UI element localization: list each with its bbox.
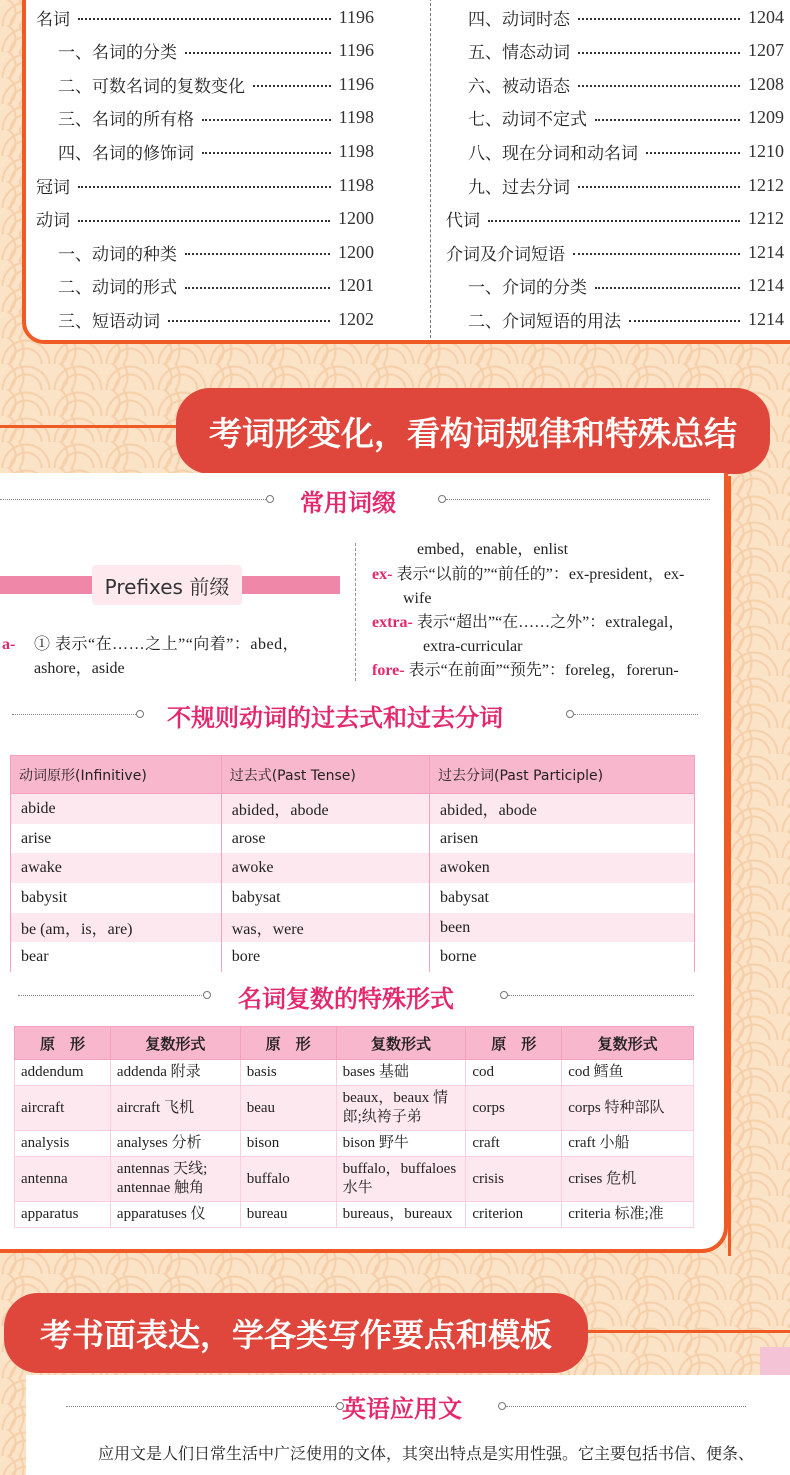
toc-entry <box>36 170 374 200</box>
toc-leader-dots <box>573 253 740 255</box>
column-header: 原 形 <box>15 1027 111 1060</box>
table-cell: basis <box>240 1060 336 1086</box>
toc-entry-title: 六、被动语态 <box>468 76 570 97</box>
table-cell: antenna <box>15 1157 111 1202</box>
prefix-ex-key: ex- <box>372 566 393 583</box>
toc-entry <box>58 36 374 66</box>
title-rule-right <box>506 1406 746 1407</box>
table-cell: been <box>430 913 695 943</box>
table-cell: babysat <box>430 883 695 913</box>
irregular-verbs-table <box>10 755 695 972</box>
toc-entry-title: 四、动词时态 <box>468 9 570 30</box>
toc-leader-dots <box>578 186 740 188</box>
applied-writing-paragraph: 应用文是人们日常生活中广泛使用的文体，其突出特点是实用性强。它主要包括书信、便条、 <box>98 1446 755 1463</box>
toc-entry <box>468 170 784 200</box>
table-cell: buffalo <box>240 1157 336 1202</box>
toc-entry <box>58 136 374 166</box>
noun-plurals-table <box>14 1026 694 1228</box>
table-cell: beaux，beaux 情郎;纨袴子弟 <box>336 1086 466 1131</box>
title-rule-right <box>508 995 694 996</box>
toc-leader-dots <box>78 18 331 20</box>
affix-column-divider <box>355 543 356 681</box>
table-cell: abided，abode <box>430 794 695 824</box>
column-header: 复数形式 <box>110 1027 240 1060</box>
table-cell: antennas 天线; antennae 触角 <box>110 1157 240 1202</box>
toc-entry-title: 代词 <box>446 211 480 232</box>
toc-entry <box>468 271 784 301</box>
prefix-extra-line1: 表示“超出”“在……之外”：extralegal， <box>412 614 685 631</box>
toc-entry-page: 1200 <box>338 208 374 229</box>
toc-leader-dots <box>595 119 740 121</box>
toc-entry <box>446 237 784 267</box>
title-rule-dot <box>266 495 274 503</box>
title-rule-left <box>12 714 138 715</box>
toc-entry-title: 三、名词的所有格 <box>58 110 194 131</box>
title-rule-left <box>66 1406 338 1407</box>
affixes-title: 常用词缀 <box>300 488 396 517</box>
toc-entry-page: 1210 <box>748 140 784 161</box>
table-row <box>15 1131 694 1157</box>
toc-leader-dots <box>185 287 330 289</box>
prefix-fore-key: fore- <box>372 662 405 679</box>
table-of-contents <box>22 0 790 344</box>
word-form-panel <box>0 473 728 1253</box>
toc-entry-title: 介词及介词短语 <box>446 244 565 265</box>
toc-leader-dots <box>629 320 740 322</box>
table-cell: cod <box>466 1060 562 1086</box>
column-header: 原 形 <box>240 1027 336 1060</box>
table-cell: arise <box>11 824 222 854</box>
table-cell: beau <box>240 1086 336 1131</box>
table-cell: awake <box>11 853 222 883</box>
table-cell: awoken <box>430 853 695 883</box>
table-cell: bison 野牛 <box>336 1131 466 1157</box>
toc-leader-dots <box>185 253 330 255</box>
table-cell: criteria 标准;准 <box>562 1202 694 1228</box>
toc-entry-page: 1198 <box>338 174 374 195</box>
toc-leader-dots <box>253 85 331 87</box>
toc-entry-page: 1200 <box>338 241 374 262</box>
irregular-verbs-title: 不规则动词的过去式和过去分词 <box>167 703 503 732</box>
table-row <box>11 942 695 972</box>
title-rule-dot <box>438 495 446 503</box>
toc-entry-title: 五、情态动词 <box>468 43 570 64</box>
panel-border-line <box>728 476 731 1256</box>
toc-entry-page: 1198 <box>338 140 374 161</box>
toc-leader-dots <box>646 152 740 154</box>
table-cell: bison <box>240 1131 336 1157</box>
table-cell: awoke <box>221 853 429 883</box>
toc-entry-title: 三、短语动词 <box>58 311 160 332</box>
prefix-a-key: a- <box>2 636 16 653</box>
toc-leader-dots <box>488 220 740 222</box>
table-cell: apparatus <box>15 1202 111 1228</box>
toc-entry-title: 八、现在分词和动名词 <box>468 143 638 164</box>
toc-entry-title: 四、名词的修饰词 <box>58 143 194 164</box>
toc-entry-title: 一、介词的分类 <box>468 278 587 299</box>
table-cell: aircraft <box>15 1086 111 1131</box>
toc-entry-page: 1208 <box>748 73 784 94</box>
table-cell: analyses 分析 <box>110 1131 240 1157</box>
table-row <box>15 1202 694 1228</box>
table-header-row <box>11 756 695 794</box>
table-cell: buffalo，buffaloes 水牛 <box>336 1157 466 1202</box>
table-cell: addenda 附录 <box>110 1060 240 1086</box>
toc-entry <box>468 136 784 166</box>
table-cell: was，were <box>221 913 429 943</box>
toc-entry <box>58 103 374 133</box>
toc-entry <box>58 271 374 301</box>
toc-entry-page: 1212 <box>748 208 784 229</box>
toc-entry-page: 1198 <box>338 107 374 128</box>
prefix-ex-line2: wife <box>403 590 432 607</box>
banner-connector-line <box>588 1330 790 1333</box>
toc-entry <box>58 304 374 334</box>
title-rule-dot <box>136 710 144 718</box>
toc-leader-dots <box>578 85 740 87</box>
table-cell: addendum <box>15 1060 111 1086</box>
toc-leader-dots <box>185 52 331 54</box>
title-rule-right <box>574 714 698 715</box>
prefix-fore-line1: 表示“在前面”“预先”：foreleg，forerun- <box>404 662 679 679</box>
title-rule-dot <box>500 991 508 999</box>
prefix-a-line2: ashore，aside <box>34 660 125 677</box>
table-cell: crises 危机 <box>562 1157 694 1202</box>
toc-entry <box>58 237 374 267</box>
toc-leader-dots <box>595 287 740 289</box>
toc-entry-page: 1209 <box>748 107 784 128</box>
table-row <box>11 794 695 824</box>
writing-banner: 考书面表达，学各类写作要点和模板 <box>4 1293 588 1373</box>
toc-entry <box>468 103 784 133</box>
table-row <box>15 1060 694 1086</box>
banner-connector-line <box>0 425 180 428</box>
toc-entry-page: 1204 <box>748 6 784 27</box>
toc-entry-page: 1214 <box>748 308 784 329</box>
toc-entry-title: 九、过去分词 <box>468 177 570 198</box>
column-header: 过去分词(Past Participle) <box>430 756 695 794</box>
toc-entry-page: 1214 <box>748 241 784 262</box>
toc-entry <box>36 204 374 234</box>
table-row <box>11 913 695 943</box>
toc-entry-title: 动词 <box>36 211 70 232</box>
toc-entry-page: 1201 <box>338 275 374 296</box>
toc-leader-dots <box>78 186 331 188</box>
toc-entry-page: 1212 <box>748 174 784 195</box>
table-row <box>11 853 695 883</box>
table-cell: apparatuses 仪 <box>110 1202 240 1228</box>
title-rule-dot <box>203 991 211 999</box>
column-header: 复数形式 <box>562 1027 694 1060</box>
table-cell: borne <box>430 942 695 972</box>
toc-entry-title: 七、动词不定式 <box>468 110 587 131</box>
toc-leader-dots <box>578 52 740 54</box>
toc-entry-title: 冠词 <box>36 177 70 198</box>
title-rule-dot <box>498 1402 506 1410</box>
prefix-a-line1: ① 表示“在……之上”“向着”：abed， <box>34 636 300 653</box>
table-cell: craft <box>466 1131 562 1157</box>
toc-entry <box>468 304 784 334</box>
toc-entry-page: 1207 <box>748 40 784 61</box>
title-rule-right <box>446 499 710 500</box>
toc-entry-page: 1214 <box>748 275 784 296</box>
table-cell: analysis <box>15 1131 111 1157</box>
toc-entry-title: 二、动词的形式 <box>58 278 177 299</box>
table-row <box>15 1086 694 1131</box>
prefix-extra-line2: extra-curricular <box>423 638 523 655</box>
toc-column-divider <box>430 0 431 338</box>
toc-leader-dots <box>202 119 331 121</box>
title-rule-left <box>18 995 204 996</box>
table-cell: bureaus，bureaux <box>336 1202 466 1228</box>
column-header: 动词原形(Infinitive) <box>11 756 222 794</box>
toc-entry-page: 1202 <box>338 308 374 329</box>
toc-entry <box>468 36 784 66</box>
table-cell: aircraft 飞机 <box>110 1086 240 1131</box>
prefix-en-examples: embed，enable，enlist <box>417 541 569 558</box>
prefix-extra-key: extra- <box>372 614 413 631</box>
table-cell: be (am，is，are) <box>11 913 222 943</box>
toc-entry-title: 二、可数名词的复数变化 <box>58 76 245 97</box>
toc-entry-title: 一、动词的种类 <box>58 244 177 265</box>
table-cell: cod 鳕鱼 <box>562 1060 694 1086</box>
table-cell: bore <box>221 942 429 972</box>
plurals-title: 名词复数的特殊形式 <box>238 984 454 1013</box>
table-row <box>11 883 695 913</box>
toc-entry-page: 1196 <box>338 6 374 27</box>
applied-writing-panel <box>26 1375 790 1475</box>
toc-entry-page: 1196 <box>338 40 374 61</box>
table-cell: crisis <box>466 1157 562 1202</box>
toc-leader-dots <box>202 152 331 154</box>
title-rule-left <box>0 499 266 500</box>
table-cell: abide <box>11 794 222 824</box>
table-row <box>15 1157 694 1202</box>
prefix-heading: Prefixes 前缀 <box>92 565 242 605</box>
table-cell: bureau <box>240 1202 336 1228</box>
toc-entry <box>446 204 784 234</box>
toc-entry <box>36 2 374 32</box>
table-cell: babysit <box>11 883 222 913</box>
table-cell: bear <box>11 942 222 972</box>
column-header: 过去式(Past Tense) <box>221 756 429 794</box>
toc-entry <box>468 2 784 32</box>
table-cell: arose <box>221 824 429 854</box>
prefix-ex-line1: 表示“以前的”“前任的”：ex-president，ex- <box>392 566 685 583</box>
toc-entry <box>468 69 784 99</box>
toc-entry-title: 二、介词短语的用法 <box>468 311 621 332</box>
table-row <box>11 824 695 854</box>
toc-entry-title: 一、名词的分类 <box>58 43 177 64</box>
table-cell: bases 基础 <box>336 1060 466 1086</box>
toc-entry <box>58 69 374 99</box>
table-cell: babysat <box>221 883 429 913</box>
table-cell: craft 小船 <box>562 1131 694 1157</box>
table-cell: corps 特种部队 <box>562 1086 694 1131</box>
toc-leader-dots <box>78 220 330 222</box>
table-cell: corps <box>466 1086 562 1131</box>
toc-leader-dots <box>168 320 330 322</box>
table-header-row <box>15 1027 694 1060</box>
word-form-banner: 考词形变化，看构词规律和特殊总结 <box>176 388 770 474</box>
table-cell: criterion <box>466 1202 562 1228</box>
table-cell: arisen <box>430 824 695 854</box>
column-header: 原 形 <box>466 1027 562 1060</box>
title-rule-dot <box>566 710 574 718</box>
table-cell: abided，abode <box>221 794 429 824</box>
toc-entry-page: 1196 <box>338 73 374 94</box>
column-header: 复数形式 <box>336 1027 466 1060</box>
toc-entry-title: 名词 <box>36 9 70 30</box>
applied-writing-title: 英语应用文 <box>342 1394 462 1423</box>
toc-leader-dots <box>578 18 740 20</box>
